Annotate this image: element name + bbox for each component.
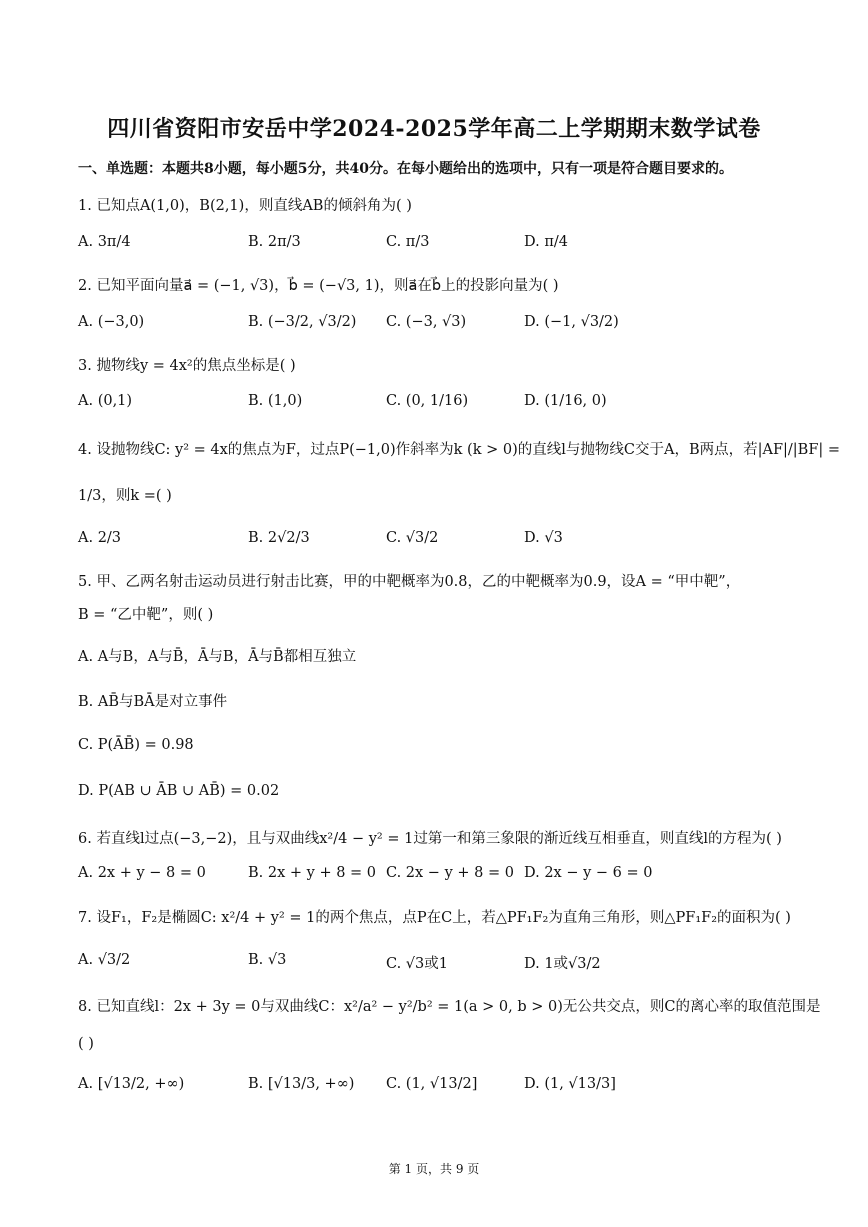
option-d[interactable]: D. (−1, √3/2) xyxy=(524,314,619,330)
question-3-stem: 3. 抛物线y = 4x²的焦点坐标是( ) xyxy=(78,358,296,374)
question-8-options xyxy=(78,1076,798,1102)
option-d[interactable]: D. P(AB ∪ ĀB ∪ AB̄) = 0.02 xyxy=(78,783,280,799)
option-c[interactable]: C. √3/2 xyxy=(386,530,439,546)
question-3-options xyxy=(78,393,798,419)
question-2-options xyxy=(78,314,798,340)
option-b[interactable]: B. √3 xyxy=(248,952,287,968)
option-d[interactable]: D. (1/16, 0) xyxy=(524,393,607,409)
option-b[interactable]: B. 2√2/3 xyxy=(248,530,310,546)
question-2-stem: 2. 已知平面向量a⃗ = (−1, √3)，b⃗ = (−√3, 1)，则a⃗在b⃗上的投影向量为( ) xyxy=(78,278,559,294)
option-d[interactable]: D. 1或√3/2 xyxy=(524,956,601,972)
option-a[interactable]: A. 3π/4 xyxy=(78,234,131,250)
option-b[interactable]: B. (1,0) xyxy=(248,393,303,409)
option-d[interactable]: D. (1, √13/3] xyxy=(524,1076,616,1092)
question-7-options xyxy=(78,952,798,978)
question-5-stem-continued: B = “乙中靶”，则( ) xyxy=(78,607,214,623)
option-a[interactable]: A. [√13/2, +∞) xyxy=(78,1076,185,1092)
question-5-stem: 5. 甲、乙两名射击运动员进行射击比赛，甲的中靶概率为0.8，乙的中靶概率为0.9，设A = “甲中靶”， xyxy=(78,574,741,590)
option-a[interactable]: A. 2x + y − 8 = 0 xyxy=(78,865,206,881)
option-c[interactable]: C. (1, √13/2] xyxy=(386,1076,478,1092)
option-b[interactable]: B. 2π/3 xyxy=(248,234,301,250)
option-c[interactable]: C. (−3, √3) xyxy=(386,314,467,330)
question-4-options xyxy=(78,530,798,556)
question-4-stem-continued: 1/3，则k =( ) xyxy=(78,488,172,504)
option-c[interactable]: C. √3或1 xyxy=(386,956,448,972)
question-1-options xyxy=(78,234,798,260)
option-c[interactable]: C. P(ĀB̄) = 0.98 xyxy=(78,737,194,753)
option-d[interactable]: D. π/4 xyxy=(524,234,568,250)
section-heading: 一、单选题：本题共8小题，每小题5分，共40分。在每小题给出的选项中，只有一项是符合题目要求的。 xyxy=(78,161,733,177)
question-8-stem: 8. 已知直线l：2x + 3y = 0与双曲线C：x²/a² − y²/b² = 1(a > 0, b > 0)无公共交点，则C的离心率的取值范围是 xyxy=(78,999,821,1015)
option-b[interactable]: B. (−3/2, √3/2) xyxy=(248,314,357,330)
question-6-stem: 6. 若直线l过点(−3,−2)，且与双曲线x²/4 − y² = 1过第一和第三象限的渐近线互相垂直，则直线l的方程为( ) xyxy=(78,831,782,847)
question-8-stem-continued: ( ) xyxy=(78,1036,94,1052)
option-a[interactable]: A. 2/3 xyxy=(78,530,122,546)
option-a[interactable]: A. A与B，A与B̄，Ā与B，Ā与B̄都相互独立 xyxy=(78,649,357,665)
option-a[interactable]: A. (0,1) xyxy=(78,393,133,409)
option-b[interactable]: B. 2x + y + 8 = 0 xyxy=(248,865,377,881)
option-b[interactable]: B. AB̄与BĀ是对立事件 xyxy=(78,694,228,710)
option-d[interactable]: D. √3 xyxy=(524,530,563,546)
question-1-stem: 1. 已知点A(1,0)，B(2,1)，则直线AB的倾斜角为( ) xyxy=(78,198,412,214)
question-7-stem: 7. 设F₁，F₂是椭圆C: x²/4 + y² = 1的两个焦点，点P在C上，若△PF₁F₂为直角三角形，则△PF₁F₂的面积为( ) xyxy=(78,910,791,926)
option-b[interactable]: B. [√13/3, +∞) xyxy=(248,1076,355,1092)
option-c[interactable]: C. π/3 xyxy=(386,234,430,250)
page-footer: 第 1 页，共 9 页 xyxy=(388,1162,480,1176)
option-c[interactable]: C. 2x − y + 8 = 0 xyxy=(386,865,514,881)
question-6-options xyxy=(78,865,798,891)
option-d[interactable]: D. 2x − y − 6 = 0 xyxy=(524,865,653,881)
option-c[interactable]: C. (0, 1/16) xyxy=(386,393,469,409)
option-a[interactable]: A. (−3,0) xyxy=(78,314,145,330)
page-title: 四川省资阳市安岳中学2024-2025学年高二上学期期末数学试卷 xyxy=(107,116,761,142)
question-4-stem: 4. 设抛物线C: y² = 4x的焦点为F，过点P(−1,0)作斜率为k (k > 0)的直线l与抛物线C交于A，B两点，若|AF|/|BF| = xyxy=(78,442,841,458)
option-a[interactable]: A. √3/2 xyxy=(78,952,131,968)
